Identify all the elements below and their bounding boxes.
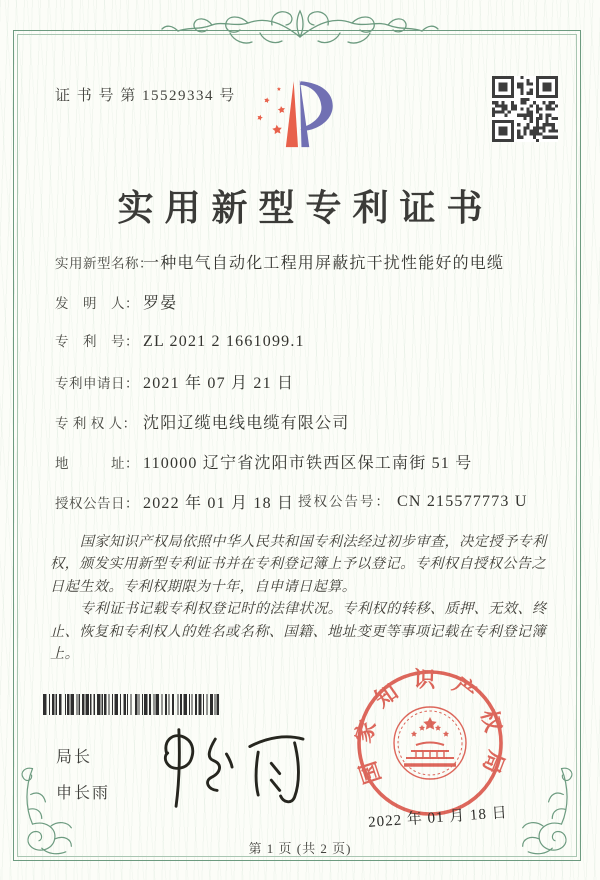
seal-ring-text: 国家知识产权局 [350,666,510,791]
barcode-icon [43,694,223,715]
field-row-filing-date [55,370,565,410]
officer-block [56,744,110,816]
certificate-number: 证 书 号 第 15529334 号 [55,88,236,104]
certificate-title: 实用新型专利证书 [117,188,494,228]
field-label: 授权公告日： [55,496,139,511]
border-flourish-icon [160,3,440,57]
seal-date: 2022 年 01 月 18 日 [367,805,509,831]
field-label: 专 利 号： [55,334,139,349]
field-value: CN 215577773 U [397,493,528,510]
field-label: 发 明 人： [55,296,139,311]
field-row-address [55,450,565,490]
field-value: ZL 2021 2 1661099.1 [143,333,305,350]
field-value: 沈阳辽缆电线电缆有限公司 [143,415,350,432]
field-row-name [55,250,565,290]
field-row-patent-no [55,330,565,370]
field-label: 地 址： [55,456,139,471]
grant-number-pair [298,490,528,511]
director-signature-icon [150,726,316,810]
page-number: 第 1 页 (共 2 页) [248,841,352,856]
legal-text [50,531,554,665]
field-row-patentee [55,410,565,450]
officer-title: 局长 [56,749,93,766]
qr-code-icon [492,76,558,142]
field-label: 授权公告号： [298,494,391,509]
field-label: 专 利 权 人： [55,416,137,431]
field-label: 专利申请日： [55,376,139,391]
field-value: 2022 年 01 月 18 日 [143,495,295,512]
cnipa-logo-icon [246,74,350,170]
svg-text:国家知识产权局 [350,666,510,790]
field-row-grant [55,490,565,530]
field-value: 2021 年 07 月 21 日 [143,375,295,392]
national-emblem-icon [394,707,466,779]
field-row-inventor [55,290,565,330]
field-label: 实用新型名称： [55,256,153,271]
field-list [55,250,565,530]
legal-paragraph-2: 专利证书记载专利权登记时的法律状况。专利权的转移、质押、无效、终止、恢复和专利权人的姓名或名称、国籍、地址变更等事项记载在专利登记簿上。 [50,601,547,663]
legal-paragraph-1: 国家知识产权局依照中华人民共和国专利法经过初步审查，决定授予专利权，颁发实用新型专利证书并在专利登记簿上予以登记。专利权自授权公告之日起生效。专利权期限为十年，自申请日起算。 [50,534,547,595]
officer-name: 申长雨 [56,785,111,802]
field-value: 110000 辽宁省沈阳市铁西区保工南街 51 号 [143,455,473,472]
cnipa-round-seal-icon [350,663,510,823]
field-value: 罗晏 [143,295,178,312]
field-value: 一种电气自动化工程用屏蔽抗干扰性能好的电缆 [143,255,505,272]
